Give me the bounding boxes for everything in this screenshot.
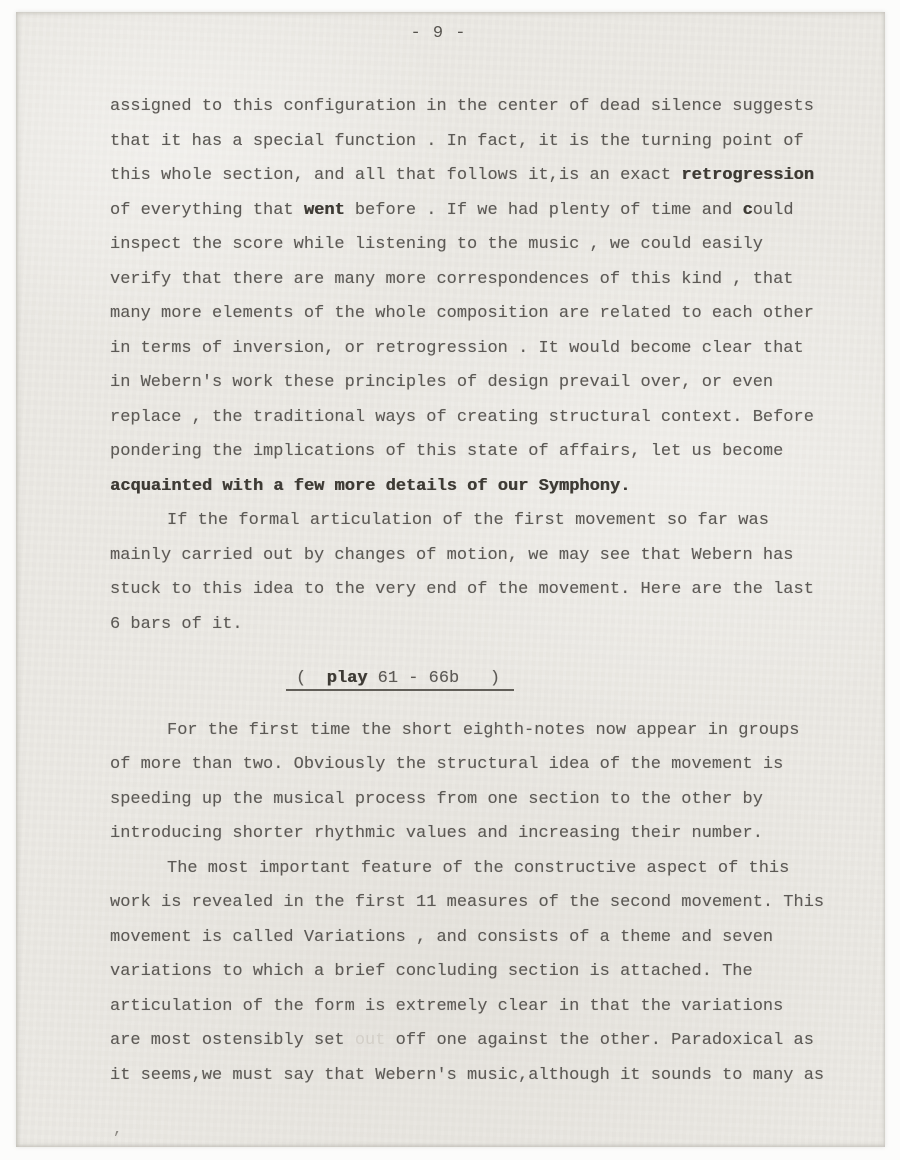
line-text: inspect the score while listening to the music , we could easily xyxy=(110,235,763,254)
line-text: If the formal articulation of the first movement so far was xyxy=(167,511,769,530)
line-text: in terms of inversion, or retrogression . It would become clear that xyxy=(110,338,804,358)
line-text: this whole section, and all that follows it,is an exact retrogression xyxy=(110,166,814,185)
stray-ink-mark: , xyxy=(113,1120,123,1138)
text-line xyxy=(110,470,850,505)
line-text: speeding up the musical process from one section to the other by xyxy=(110,789,763,809)
text-line xyxy=(110,90,850,125)
line-text: ( play 61 - 66b ) xyxy=(286,669,514,691)
text-line xyxy=(110,159,850,194)
line-text: it seems,we must say that Webern's music,although it sounds to many as xyxy=(110,1065,825,1085)
text-line xyxy=(110,748,850,783)
text-line xyxy=(110,573,850,608)
text-line xyxy=(110,125,850,160)
line-text: 6 bars of it. xyxy=(110,614,243,634)
line-text: assigned to this configuration in the center of dead silence suggests xyxy=(110,97,814,116)
line-text: verify that there are many more correspondences of this kind , that xyxy=(110,269,794,289)
line-text: mainly carried out by changes of motion, we may see that Webern has xyxy=(110,545,794,565)
text-line xyxy=(110,366,850,401)
text-line xyxy=(110,401,850,436)
line-text: many more elements of the whole composition are related to each other xyxy=(110,304,814,323)
text-line xyxy=(110,539,850,574)
text-line xyxy=(110,817,850,852)
text-line xyxy=(110,1059,850,1094)
line-text: replace , the traditional ways of creating structural context. Before xyxy=(110,407,814,427)
line-text: The most important feature of the constructive aspect of this xyxy=(167,858,790,878)
text-line xyxy=(110,714,850,749)
line-text: in Webern's work these principles of design prevail over, or even xyxy=(110,373,774,392)
text-line xyxy=(110,990,850,1025)
text-line xyxy=(110,886,850,921)
document-body xyxy=(110,90,850,1093)
line-text: articulation of the form is extremely clear in that the variations xyxy=(110,996,784,1016)
line-text: variations to which a brief concluding section is attached. The xyxy=(110,962,753,981)
line-text: are most ostensibly set out off one against the other. Paradoxical as xyxy=(110,1031,814,1050)
page-number: - 9 - xyxy=(410,24,467,43)
text-line xyxy=(110,297,850,332)
text-line xyxy=(110,1024,850,1059)
line-text: stuck to this idea to the very end of the movement. Here are the last xyxy=(110,580,814,599)
line-text: introducing shorter rhythmic values and increasing their number. xyxy=(110,824,763,843)
text-line xyxy=(110,332,850,367)
line-text: of everything that went before . If we had plenty of time and could xyxy=(110,200,794,220)
paper-sheet xyxy=(16,12,885,1147)
text-line xyxy=(110,852,850,887)
play-direction-line xyxy=(110,662,850,697)
text-line xyxy=(110,955,850,990)
line-text: acquainted with a few more details of our Symphony. xyxy=(110,476,631,496)
line-text: work is revealed in the first 11 measures of the second movement. This xyxy=(110,893,825,912)
line-text: For the first time the short eighth-notes now appear in groups xyxy=(167,720,800,740)
text-line xyxy=(110,608,850,643)
text-line xyxy=(110,921,850,956)
text-line xyxy=(110,194,850,229)
line-text: pondering the implications of this state of affairs, let us become xyxy=(110,442,784,461)
text-line xyxy=(110,435,850,470)
text-line xyxy=(110,783,850,818)
line-text: that it has a special function . In fact, it is the turning point of xyxy=(110,131,804,151)
line-text: of more than two. Obviously the structural idea of the movement is xyxy=(110,755,784,774)
text-line xyxy=(110,263,850,298)
text-line xyxy=(110,228,850,263)
text-line xyxy=(110,504,850,539)
line-text: movement is called Variations , and consists of a theme and seven xyxy=(110,927,774,947)
